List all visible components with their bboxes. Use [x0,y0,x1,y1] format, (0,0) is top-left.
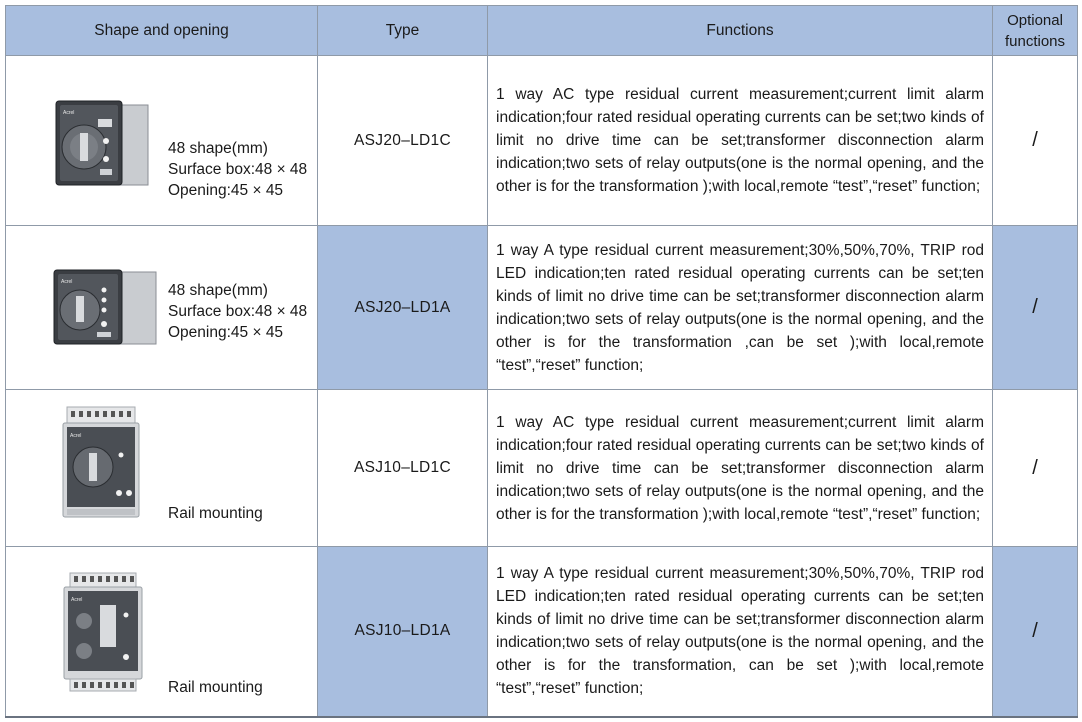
header-optional-line1: Optional [1007,11,1063,29]
brand-logo-text: Acrel [70,433,82,439]
product-image-asj20-ld1c [54,99,150,189]
product-image-asj10-ld1a [62,571,144,695]
shape-cell [6,390,318,547]
header-type: Type [318,6,488,56]
optional-cell: / [993,547,1078,717]
opening-size: Opening:45 × 45 [168,182,284,199]
brand-logo-text: Acrel [63,110,75,116]
shape-name: 48 shape(mm) [168,140,268,157]
header-optional-line2: functions [1004,32,1066,50]
shape-name: Rail mounting [168,505,263,522]
shape-spec [168,503,263,524]
product-image-asj10-ld1c [61,405,141,523]
functions-cell: 1 way A type residual current measurement;30%,50%,70%, TRIP rod LED indication;ten rated residual operating currents can be set;ten kinds of limit no drive time can be set;transformer disconnection alarm indication;two sets of relay outputs(one is the normal opening, and the other is for the transformation, can be set );with local,remote “test”,“reset” function; [488,547,993,717]
shape-cell [6,226,318,390]
surface-box-size: Surface box:48 × 48 [168,161,308,178]
optional-cell: / [993,390,1078,547]
type-cell: ASJ20–LD1C [318,56,488,226]
table-row [6,226,1078,390]
type-cell: ASJ20–LD1A [318,226,488,390]
optional-cell: / [993,56,1078,226]
type-cell: ASJ10–LD1C [318,390,488,547]
header-optional [993,6,1078,56]
functions-cell: 1 way AC type residual current measurement;current limit alarm indication;four rated residual operating currents can be set;two kinds of limit no drive time can be set;transformer disconnection alarm indication;two sets of relay outputs(one is the normal opening, and the other is for the transformation );with local,remote “test”,“reset” function; [488,56,993,226]
table-row [6,547,1078,717]
brand-logo-text: Acrel [61,279,73,285]
header-functions: Functions [488,6,993,56]
shape-spec [168,280,307,343]
optional-cell: / [993,226,1078,390]
brand-logo-text: Acrel [71,597,83,603]
shape-spec [168,677,263,698]
type-cell: ASJ10–LD1A [318,547,488,717]
shape-name: 48 shape(mm) [168,282,268,299]
surface-box-size: Surface box:48 × 48 [168,303,308,320]
opening-size: Opening:45 × 45 [168,324,284,341]
shape-cell [6,56,318,226]
functions-cell: 1 way AC type residual current measurement;current limit alarm indication;four rated residual operating currents can be set;two kinds of limit no drive time can be set;transformer disconnection alarm indication;two sets of relay outputs(one is the normal opening, and the other is for the transformation );with local,remote “test”,“reset” function; [488,390,993,547]
product-image-asj20-ld1a [52,268,158,348]
header-shape: Shape and opening [6,6,318,56]
table-row [6,390,1078,547]
shape-spec [168,138,307,201]
functions-cell: 1 way A type residual current measurement;30%,50%,70%, TRIP rod LED indication;ten rated residual operating currents can be set;ten kinds of limit no drive time can be set;transformer disconnection alarm indication;two sets of relay outputs(one is the normal opening, and the other is for the transformation ,can be set );with local,remote “test”,“reset” function; [488,226,993,390]
shape-cell [6,547,318,717]
shape-name: Rail mounting [168,679,263,696]
table-header [6,6,1078,56]
table-row [6,56,1078,226]
product-spec-table [5,5,1078,718]
